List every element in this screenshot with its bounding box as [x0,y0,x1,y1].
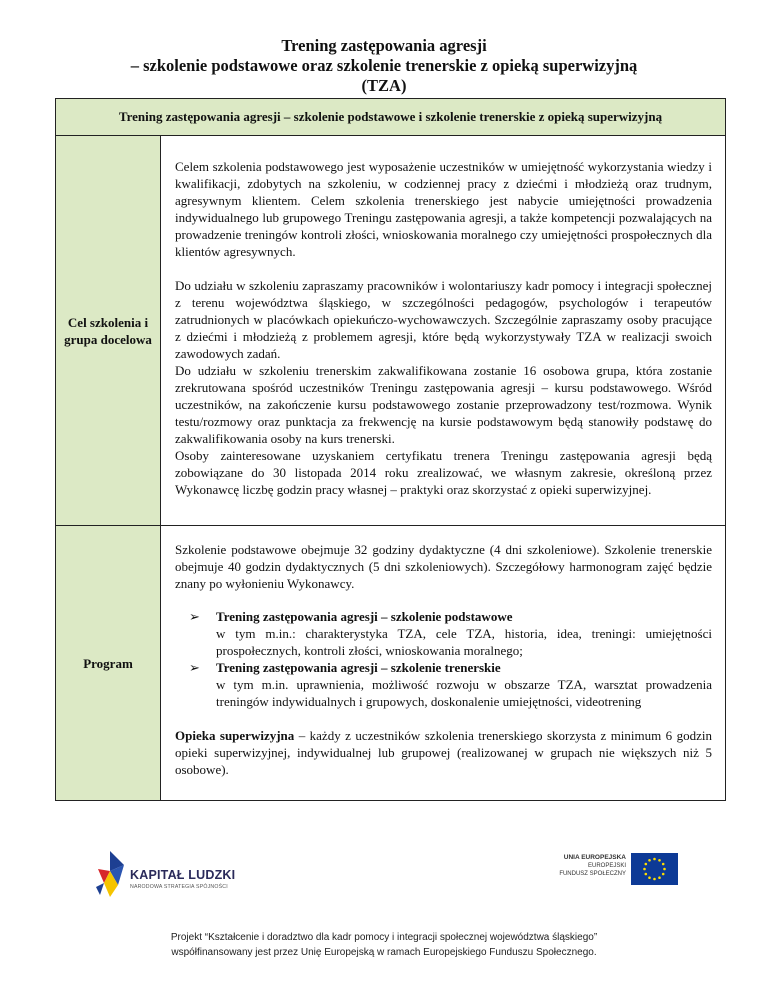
course-table [55,98,726,801]
table-header: Trening zastępowania agresji – szkolenie podstawowe i szkolenie trenerskie z opieką superwizyjną [56,99,725,136]
supervision-title: Opieka superwizyjna [175,728,295,743]
arrow-bullet-icon: ➢ [189,609,200,624]
list-item-desc: w tym m.in. uprawnienia, możliwość rozwoju w obszarze TZA, warsztat prowadzenia treningów indywidualnych i grupowych, doskonalenie umiejętności, videotrening [216,677,712,709]
footer [0,851,768,994]
eu-line-2: EUROPEJSKI [587,863,626,869]
eu-text [549,854,626,878]
list-item [175,659,712,710]
row-label-program: Program [56,526,161,800]
row-label-goal: Cel szkolenia i grupa docelowa [56,136,161,525]
eu-efs-logo [549,851,679,891]
program-paragraph-1: Szkolenie podstawowe obejmuje 32 godziny dydaktyczne (4 dni szkoleniowe). Szkolenie trenerskie obejmuje 40 godzin dydaktycznych (5 dni szkoleniowych). Szczegółowy harmonogram zajęć będzie znany po wyłonieniu Wykonawcy. [175,542,712,591]
goal-paragraph-4: Osoby zainteresowane uzyskaniem certyfikatu trenera Treningu zastępowania agresji będą zobowiązane do 30 listopada 2014 roku zrealizować, we własnym zakresie, określoną przez Wykonawcę liczbę godzin pracy własnej – praktyki oraz skorzystać z opieki superwizyjnej. [175,448,712,497]
list-item [175,608,712,659]
list-item-title: Trening zastępowania agresji – szkolenie trenerskie [216,660,501,675]
goal-paragraph-3: Do udziału w szkoleniu trenerskim zakwalifikowana zostanie 16 osobowa grupa, która zostanie zrekrutowana spośród uczestników Treningu zastępowania agresji – kursu podstawowego. Wśród uczestników, na zakończenie kursu podstawowego zostanie przeprowadzony test/rozmowa. Wynik testu/rozmowy oraz punktacja za frekwencję na kursie podstawowym będą stanowiły podstawę do zakwalifikowania osoby na kurs trenerski. [175,363,712,446]
kapital-ludzki-logo [96,851,236,899]
table-row-program [56,526,725,800]
supervision-paragraph [175,727,712,778]
eu-flag-icon [631,853,678,885]
title-line-1: Trening zastępowania agresji [281,36,487,55]
title-line-3: (TZA) [361,76,407,95]
program-list [175,608,712,710]
list-item-title: Trening zastępowania agresji – szkolenie podstawowe [216,609,513,624]
kapital-ludzki-emblem-icon [96,851,130,897]
document-title [40,36,728,96]
footer-line-2: współfinansowany jest przez Unię Europejską w ramach Europejskiego Funduszu Społecznego. [171,947,597,958]
footer-line-1: Projekt “Kształcenie i doradztwo dla kadr pomocy i integracji społecznej województwa śląskiego” [170,932,598,943]
kapital-ludzki-subtitle: NARODOWA STRATEGIA SPÓJNOŚCI [130,884,228,890]
row-content-goal [161,136,725,525]
arrow-bullet-icon: ➢ [189,660,200,675]
project-footer-text [0,930,768,960]
supervision-text: – każdy z uczestników szkolenia trenerskiego skorzysta z minimum 6 godzin opieki superwizyjnej, indywidualnej lub grupowej (realizowanej w grupach nie większych niż 5 osobowe). [175,728,712,777]
table-row-goal [56,136,725,526]
kapital-ludzki-title: KAPITAŁ LUDZKI [130,868,236,882]
row-content-program [161,526,725,800]
goal-paragraph-2: Do udziału w szkoleniu zapraszamy pracowników i wolontariuszy kadr pomocy i integracji społecznej z terenu województwa śląskiego, w szczególności pedagogów, psychologów i terapeutów zatrudnionych w placówkach opiekuńczo-wychowawczych. Szczególnie zapraszamy osoby pracujące z dziećmi i młodzieżą z problemem agresji, które będą wykorzystywały TZA w realizacji swoich zawodowych zadań. [175,278,712,361]
list-item-desc: w tym m.in.: charakterystyka TZA, cele TZA, historia, idea, treningi: umiejętności prospołecznych, kontroli złości, wnioskowania moralnego; [216,626,712,658]
eu-line-3: FUNDUSZ SPOŁECZNY [559,871,626,877]
eu-line-1: UNIA EUROPEJSKA [563,854,626,861]
title-line-2: – szkolenie podstawowe oraz szkolenie trenerskie z opieką superwizyjną [130,56,638,75]
goal-paragraph-1: Celem szkolenia podstawowego jest wyposażenie uczestników w umiejętność wykorzystania wiedzy i kwalifikacji, zdobytych na szkoleniu, w codziennej pracy z dziećmi i młodzieżą oraz trudnym, agresywnym klientem. Celem szkolenia trenerskiego jest nabycie umiejętności prowadzenia indywidualnego lub grupowego Treningu zastępowania agresji, a także kompetencji pozwalających na prowadzenie treningów kontroli złości, wnioskowania moralnego czy umiejętności prospołecznych dla klientów agresywnych. [175,159,712,259]
